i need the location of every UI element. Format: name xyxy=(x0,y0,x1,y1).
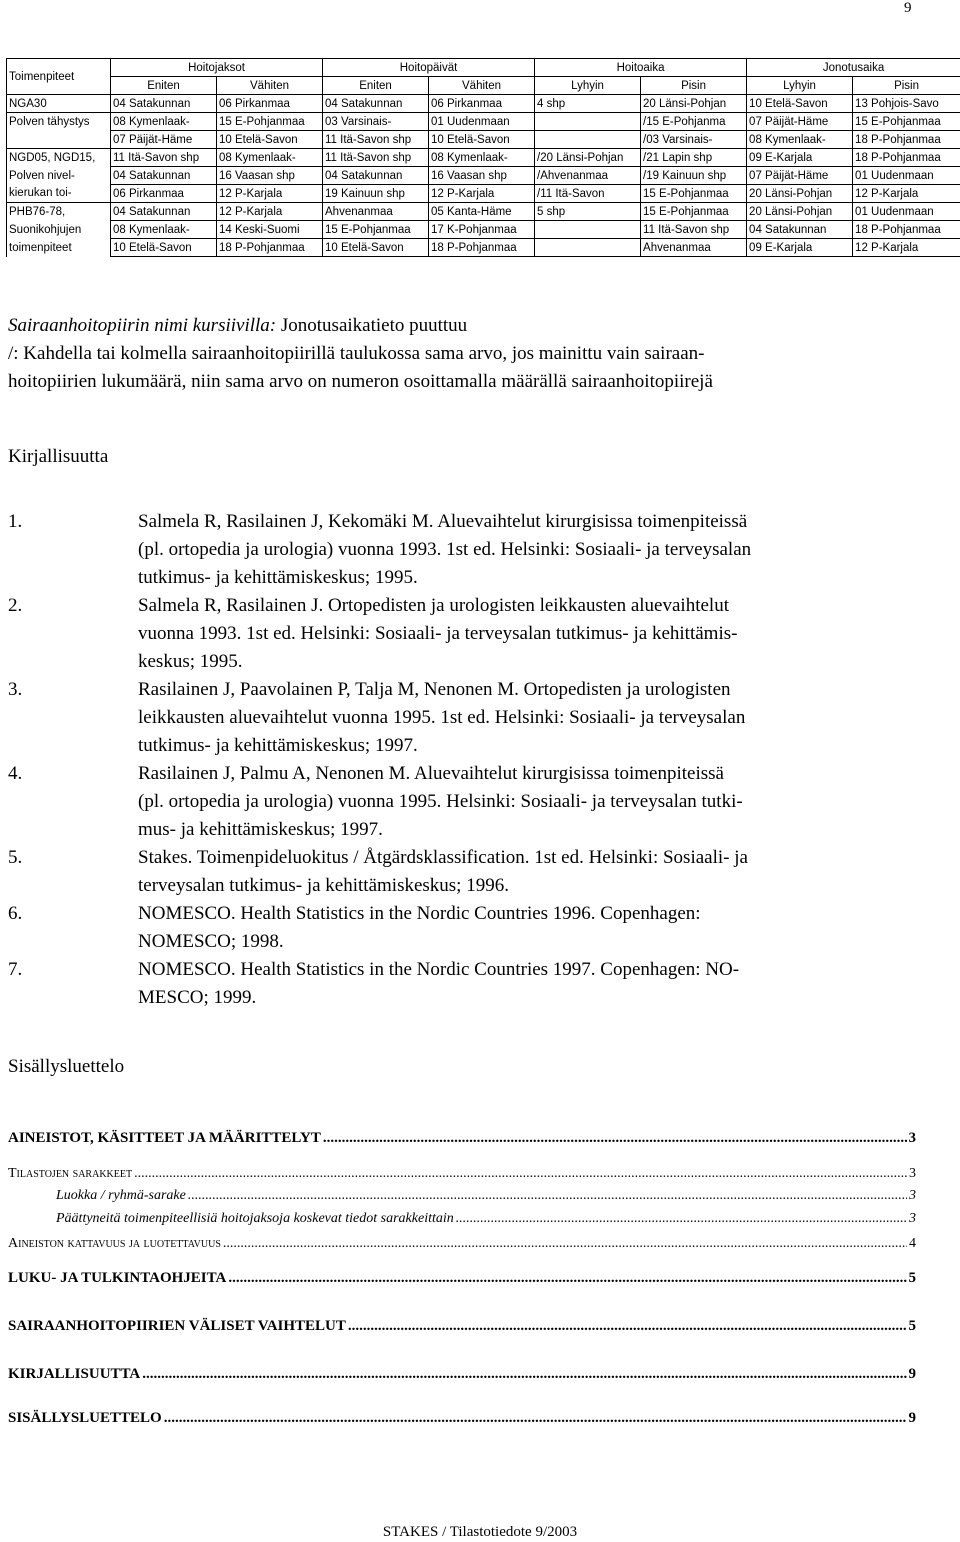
table-cell: 05 Kanta-Häme xyxy=(429,203,535,221)
table-cell xyxy=(535,221,641,239)
table-cell: 08 Kymenlaak- xyxy=(217,149,323,167)
table-subheader-row xyxy=(7,77,960,95)
table-cell: Ahvenanmaa xyxy=(323,203,429,221)
table-row xyxy=(7,95,960,113)
note-line: hoitopiirien lukumäärä, niin sama arvo on numeron osoittamalla määrällä sairaanhoitopiirejä xyxy=(8,371,713,392)
table-cell: 01 Uudenmaan xyxy=(429,113,535,131)
table-cell: 12 P-Karjala xyxy=(217,203,323,221)
toc-entry-page: 9 xyxy=(908,1366,916,1382)
table-group-header: Hoitoaika xyxy=(535,59,747,77)
reference-line: Rasilainen J, Paavolainen P, Talja M, Nenonen M. Ortopedisten ja urologisten xyxy=(138,679,731,700)
table-cell: /21 Lapin shp xyxy=(641,149,747,167)
toc-entry[interactable] xyxy=(8,1366,916,1383)
table-cell: 06 Pirkanmaa xyxy=(217,95,323,113)
toc-entry[interactable] xyxy=(8,1270,916,1287)
note-line xyxy=(8,312,928,340)
reference-text xyxy=(138,844,938,900)
toc-entry-page: 5 xyxy=(908,1318,916,1334)
table-cell: 13 Pohjois-Savo xyxy=(853,95,960,113)
toc-leader-dots xyxy=(456,1211,907,1227)
toc-entry-page: 3 xyxy=(908,1130,916,1146)
table-cell: 06 Pirkanmaa xyxy=(429,95,535,113)
reference-line: Stakes. Toimenpideluokitus / Åtgärdsklassification. 1st ed. Helsinki: Sosiaali- ja xyxy=(138,847,748,868)
toc-entry-label: Päättyneitä toimenpiteellisiä hoitojaksoja koskevat tiedot sarakkeittain xyxy=(56,1211,454,1226)
table-cell: 20 Länsi-Pohjan xyxy=(747,203,853,221)
reference-number: 1. xyxy=(8,511,23,532)
table-cell: /20 Länsi-Pohjan xyxy=(535,149,641,167)
table-cell: 16 Vaasan shp xyxy=(217,167,323,185)
table-cell: /Ahvenanmaa xyxy=(535,167,641,185)
table-cell: 11 Itä-Savon shp xyxy=(111,149,217,167)
table-cell: 18 P-Pohjanmaa xyxy=(429,239,535,257)
reference-number: 5. xyxy=(8,847,23,868)
toc-leader-dots xyxy=(142,1366,906,1383)
table-cell: 20 Länsi-Pohjan xyxy=(747,185,853,203)
toc-entry-page: 3 xyxy=(909,1211,916,1226)
table-cell: 04 Satakunnan xyxy=(111,167,217,185)
reference-number: 3. xyxy=(8,679,23,700)
table-cell: 10 Etelä-Savon xyxy=(217,131,323,149)
reference-item xyxy=(8,760,938,844)
page-footer: STAKES / Tilastotiedote 9/2003 xyxy=(382,1524,578,1540)
toc-entry-label: AINEISTOT, KÄSITTEET JA MÄÄRITTELYT xyxy=(8,1130,321,1146)
toc-leader-dots xyxy=(348,1318,907,1335)
reference-text xyxy=(138,956,938,1012)
table-cell: 09 E-Karjala xyxy=(747,239,853,257)
table-row xyxy=(7,239,960,257)
toc-entry[interactable] xyxy=(8,1318,916,1335)
table-row-label: NGD05, NGD15, xyxy=(7,149,111,167)
table-row-label: PHB76-78, xyxy=(7,203,111,221)
reference-line: NOMESCO; 1998. xyxy=(138,931,284,952)
toc-entry[interactable] xyxy=(8,1130,916,1147)
table-cell: 04 Satakunnan xyxy=(111,95,217,113)
table-cell: Ahvenanmaa xyxy=(641,239,747,257)
table-cell: 18 P-Pohjanmaa xyxy=(853,131,960,149)
table-cell: 11 Itä-Savon shp xyxy=(323,149,429,167)
note-text: Jonotusaikatieto puuttuu xyxy=(276,315,468,336)
note-italic: Sairaanhoitopiirin nimi kursiivilla: xyxy=(8,315,277,336)
reference-line: NOMESCO. Health Statistics in the Nordic Countries 1996. Copenhagen: xyxy=(138,903,701,924)
reference-line: terveysalan tutkimus- ja kehittämiskeskus; 1996. xyxy=(138,875,509,896)
toc-entry-label: Tilastojen sarakkeet xyxy=(8,1166,133,1181)
reference-number: 7. xyxy=(8,959,23,980)
table-cell: 12 P-Karjala xyxy=(853,239,960,257)
table-row-label: Polven tähystys xyxy=(7,113,111,131)
table-row-label: Suonikohjujen xyxy=(7,221,111,239)
table-subheader: Pisin xyxy=(641,77,747,95)
reference-item xyxy=(8,676,938,760)
table-corner-label: Toimenpiteet xyxy=(7,59,111,95)
table-cell: 18 P-Pohjanmaa xyxy=(853,149,960,167)
table-cell: 15 E-Pohjanmaa xyxy=(217,113,323,131)
reference-line: vuonna 1993. 1st ed. Helsinki: Sosiaali- ja terveysalan tutkimus- ja kehittämis- xyxy=(138,623,738,644)
reference-number: 6. xyxy=(8,903,23,924)
table-group-header: Hoitopäivät xyxy=(323,59,535,77)
table-group-header-row xyxy=(7,59,960,77)
toc-entry-label: Luokka / ryhmä-sarake xyxy=(56,1188,186,1203)
toc-entry[interactable] xyxy=(8,1410,916,1427)
table-row xyxy=(7,203,960,221)
table-cell: 10 Etelä-Savon xyxy=(323,239,429,257)
table-cell xyxy=(535,239,641,257)
toc-entry[interactable] xyxy=(8,1188,916,1204)
statistics-table xyxy=(6,58,960,257)
table-cell: 01 Uudenmaan xyxy=(853,167,960,185)
table-row xyxy=(7,131,960,149)
table-subheader: Vähiten xyxy=(217,77,323,95)
toc-entry-label: SISÄLLYSLUETTELO xyxy=(8,1410,162,1426)
table-body xyxy=(7,95,960,257)
reference-item xyxy=(8,900,938,956)
toc-leader-dots xyxy=(134,1166,907,1182)
reference-number: 2. xyxy=(8,595,23,616)
table-cell: 04 Satakunnan xyxy=(323,167,429,185)
table-row xyxy=(7,149,960,167)
reference-text xyxy=(138,508,938,592)
reference-line: NOMESCO. Health Statistics in the Nordic Countries 1997. Copenhagen: NO- xyxy=(138,959,740,980)
table-cell: 14 Keski-Suomi xyxy=(217,221,323,239)
table-cell: 07 Päijät-Häme xyxy=(747,167,853,185)
reference-text xyxy=(138,676,938,760)
table-cell: 15 E-Pohjanmaa xyxy=(641,203,747,221)
toc-entry-page: 9 xyxy=(908,1410,916,1426)
reference-line: leikkausten aluevaihtelut vuonna 1995. 1st ed. Helsinki: Sosiaali- ja terveysalan xyxy=(138,707,746,728)
table-cell: /19 Kainuun shp xyxy=(641,167,747,185)
toc-leader-dots xyxy=(164,1410,907,1427)
table-group-header: Jonotusaika xyxy=(747,59,960,77)
reference-line: tutkimus- ja kehittämiskeskus; 1995. xyxy=(138,567,418,588)
table-cell: 04 Satakunnan xyxy=(747,221,853,239)
table-cell: 15 E-Pohjanmaa xyxy=(853,113,960,131)
statistics-table-wrapper xyxy=(6,58,960,257)
table-subheader: Pisin xyxy=(853,77,960,95)
table-cell: 10 Etelä-Savon xyxy=(429,131,535,149)
table-subheader: Eniten xyxy=(111,77,217,95)
table-cell: 01 Uudenmaan xyxy=(853,203,960,221)
toc-leader-dots xyxy=(323,1130,907,1147)
table-cell: 19 Kainuun shp xyxy=(323,185,429,203)
reference-line: (pl. ortopedia ja urologia) vuonna 1993. 1st ed. Helsinki: Sosiaali- ja terveysalan xyxy=(138,539,752,560)
table-cell: 15 E-Pohjanmaa xyxy=(323,221,429,239)
note-line: /: Kahdella tai kolmella sairaanhoitopiirillä taulukossa sama arvo, jos mainittu vain sairaan- xyxy=(8,343,705,364)
page-number: 9 xyxy=(904,0,912,16)
table-row xyxy=(7,221,960,239)
toc-leader-dots xyxy=(228,1270,906,1287)
table-row-label: toimenpiteet xyxy=(7,239,111,257)
table-row xyxy=(7,113,960,131)
toc-entry[interactable] xyxy=(8,1166,916,1182)
toc-heading: Sisällysluettelo xyxy=(8,1056,125,1077)
table-group-header: Hoitojaksot xyxy=(111,59,323,77)
table-cell: /03 Varsinais- xyxy=(641,131,747,149)
table-cell: 07 Päijät-Häme xyxy=(747,113,853,131)
table-cell xyxy=(535,131,641,149)
table-row xyxy=(7,185,960,203)
toc-entry-page: 3 xyxy=(909,1166,916,1181)
table-cell: 4 shp xyxy=(535,95,641,113)
toc-entry-page: 3 xyxy=(909,1188,916,1203)
reference-item xyxy=(8,844,938,900)
table-cell: /11 Itä-Savon xyxy=(535,185,641,203)
table-row-label: Polven nivel- xyxy=(7,167,111,185)
table-cell: 16 Vaasan shp xyxy=(429,167,535,185)
table-notes xyxy=(8,312,928,396)
table-cell xyxy=(535,113,641,131)
table-row-label xyxy=(7,131,111,149)
reference-line: MESCO; 1999. xyxy=(138,987,257,1008)
reference-line: Rasilainen J, Palmu A, Nenonen M. Aluevaihtelut kirurgisissa toimenpiteissä xyxy=(138,763,724,784)
reference-item xyxy=(8,956,938,1012)
table-cell: 04 Satakunnan xyxy=(111,203,217,221)
toc-entry[interactable] xyxy=(8,1236,916,1252)
table-cell: 17 K-Pohjanmaa xyxy=(429,221,535,239)
reference-line: (pl. ortopedia ja urologia) vuonna 1995. Helsinki: Sosiaali- ja terveysalan tutki- xyxy=(138,791,743,812)
reference-number: 4. xyxy=(8,763,23,784)
table-subheader: Lyhyin xyxy=(747,77,853,95)
table-cell: 12 P-Karjala xyxy=(853,185,960,203)
table-cell: 20 Länsi-Pohjan xyxy=(641,95,747,113)
table-cell: 08 Kymenlaak- xyxy=(429,149,535,167)
references-heading: Kirjallisuutta xyxy=(8,446,109,467)
table-cell: /15 E-Pohjanma xyxy=(641,113,747,131)
reference-text xyxy=(138,900,938,956)
toc-entry-page: 4 xyxy=(909,1236,916,1251)
toc-entry-label: SAIRAANHOITOPIIRIEN VÄLISET VAIHTELUT xyxy=(8,1318,346,1334)
table-cell: 04 Satakunnan xyxy=(323,95,429,113)
reference-item xyxy=(8,592,938,676)
table-cell: 12 P-Karjala xyxy=(217,185,323,203)
table-cell: 11 Itä-Savon shp xyxy=(641,221,747,239)
reference-item xyxy=(8,508,938,592)
toc-entry-label: Aineiston kattavuus ja luotettavuus xyxy=(8,1236,221,1251)
table-cell: 07 Päijät-Häme xyxy=(111,131,217,149)
toc-entry[interactable] xyxy=(8,1211,916,1227)
table-cell: 08 Kymenlaak- xyxy=(111,221,217,239)
table-subheader: Vähiten xyxy=(429,77,535,95)
table-cell: 09 E-Karjala xyxy=(747,149,853,167)
table-cell: 15 E-Pohjanmaa xyxy=(641,185,747,203)
reference-line: mus- ja kehittämiskeskus; 1997. xyxy=(138,819,383,840)
table-cell: 10 Etelä-Savon xyxy=(747,95,853,113)
table-cell: 12 P-Karjala xyxy=(429,185,535,203)
references-list xyxy=(8,508,938,1012)
table-row-label: NGA30 xyxy=(7,95,111,113)
table-cell: 06 Pirkanmaa xyxy=(111,185,217,203)
table-cell: 11 Itä-Savon shp xyxy=(323,131,429,149)
toc-entry-label: LUKU- JA TULKINTAOHJEITA xyxy=(8,1270,227,1286)
table-subheader: Eniten xyxy=(323,77,429,95)
table-row-label: kierukan toi- xyxy=(7,185,111,203)
table-cell: 5 shp xyxy=(535,203,641,221)
table-cell: 08 Kymenlaak- xyxy=(747,131,853,149)
table-row xyxy=(7,167,960,185)
toc-leader-dots xyxy=(223,1236,907,1252)
toc-leader-dots xyxy=(188,1188,907,1204)
table-cell: 03 Varsinais- xyxy=(323,113,429,131)
reference-line: Salmela R, Rasilainen J, Kekomäki M. Aluevaihtelut kirurgisissa toimenpiteissä xyxy=(138,511,748,532)
reference-line: tutkimus- ja kehittämiskeskus; 1997. xyxy=(138,735,418,756)
toc-entry-page: 5 xyxy=(908,1270,916,1286)
table-subheader: Lyhyin xyxy=(535,77,641,95)
table-cell: 18 P-Pohjanmaa xyxy=(853,221,960,239)
reference-line: keskus; 1995. xyxy=(138,651,243,672)
toc-entry-label: KIRJALLISUUTTA xyxy=(8,1366,141,1382)
table-cell: 10 Etelä-Savon xyxy=(111,239,217,257)
table-cell: 08 Kymenlaak- xyxy=(111,113,217,131)
table-cell: 18 P-Pohjanmaa xyxy=(217,239,323,257)
reference-line: Salmela R, Rasilainen J. Ortopedisten ja urologisten leikkausten aluevaihtelut xyxy=(138,595,729,616)
reference-text xyxy=(138,592,938,676)
reference-text xyxy=(138,760,938,844)
